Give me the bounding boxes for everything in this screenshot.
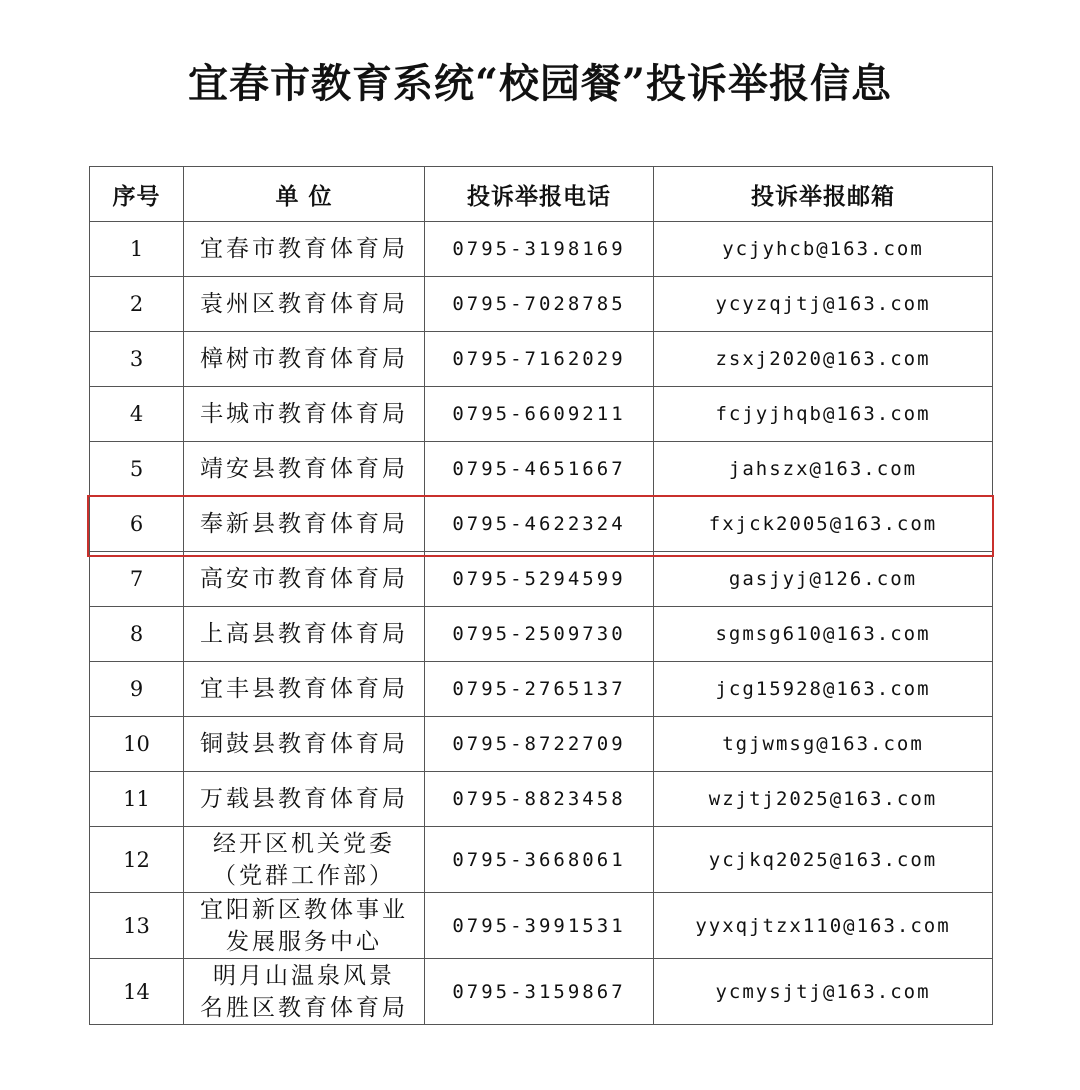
row-email[interactable]: ycjkq2025@163.com xyxy=(654,827,993,893)
row-phone: 0795-6609211 xyxy=(425,387,654,442)
header-unit: 单 位 xyxy=(184,167,425,222)
table-row xyxy=(90,552,993,607)
row-index: 10 xyxy=(90,717,184,772)
row-unit xyxy=(184,607,425,662)
unit-line: 铜鼓县教育体育局 xyxy=(200,731,408,757)
table-row xyxy=(90,497,993,552)
row-email[interactable]: ycjyhcb@163.com xyxy=(654,222,993,277)
row-index: 9 xyxy=(90,662,184,717)
table-row xyxy=(90,827,993,893)
unit-line: 经开区机关党委 xyxy=(213,830,395,857)
table-row xyxy=(90,222,993,277)
row-email[interactable]: ycmysjtj@163.com xyxy=(654,959,993,1025)
row-unit xyxy=(184,552,425,607)
row-email[interactable]: jahszx@163.com xyxy=(654,442,993,497)
row-unit xyxy=(184,277,425,332)
unit-line: 明月山温泉风景 xyxy=(213,962,395,989)
table-row xyxy=(90,959,993,1025)
table-row xyxy=(90,717,993,772)
complaint-contact-table xyxy=(89,166,993,1025)
row-email[interactable]: fxjck2005@163.com xyxy=(654,497,993,552)
row-phone: 0795-3991531 xyxy=(425,893,654,959)
row-phone: 0795-5294599 xyxy=(425,552,654,607)
row-phone: 0795-3668061 xyxy=(425,827,654,893)
unit-line: 宜阳新区教体事业 xyxy=(200,896,408,923)
row-unit xyxy=(184,717,425,772)
header-phone: 投诉举报电话 xyxy=(425,167,654,222)
row-unit xyxy=(184,387,425,442)
unit-line: 樟树市教育体育局 xyxy=(200,346,408,372)
header-email: 投诉举报邮箱 xyxy=(654,167,993,222)
row-phone: 0795-2765137 xyxy=(425,662,654,717)
row-email[interactable]: fcjyjhqb@163.com xyxy=(654,387,993,442)
row-index: 13 xyxy=(90,893,184,959)
table-body xyxy=(90,222,993,1025)
row-index: 4 xyxy=(90,387,184,442)
unit-line: 宜春市教育体育局 xyxy=(200,236,408,262)
row-unit xyxy=(184,893,425,959)
unit-line: 奉新县教育体育局 xyxy=(200,511,408,537)
row-phone: 0795-8823458 xyxy=(425,772,654,827)
table-row xyxy=(90,387,993,442)
row-unit xyxy=(184,827,425,893)
row-index: 1 xyxy=(90,222,184,277)
unit-line: 丰城市教育体育局 xyxy=(200,401,408,427)
unit-line: 宜丰县教育体育局 xyxy=(200,676,408,702)
row-index: 3 xyxy=(90,332,184,387)
row-index: 8 xyxy=(90,607,184,662)
unit-line: 高安市教育体育局 xyxy=(200,566,408,592)
row-unit xyxy=(184,332,425,387)
row-email[interactable]: gasjyj@126.com xyxy=(654,552,993,607)
row-unit xyxy=(184,662,425,717)
row-unit xyxy=(184,222,425,277)
row-email[interactable]: zsxj2020@163.com xyxy=(654,332,993,387)
row-unit xyxy=(184,959,425,1025)
row-email[interactable]: tgjwmsg@163.com xyxy=(654,717,993,772)
table-row xyxy=(90,662,993,717)
row-index: 7 xyxy=(90,552,184,607)
unit-line: 万载县教育体育局 xyxy=(200,786,408,812)
row-unit xyxy=(184,772,425,827)
unit-line: 名胜区教育体育局 xyxy=(200,994,408,1021)
unit-line: 上高县教育体育局 xyxy=(200,621,408,647)
page-title: 宜春市教育系统“校园餐”投诉举报信息 xyxy=(187,60,892,107)
table-row xyxy=(90,332,993,387)
unit-line: 发展服务中心 xyxy=(226,928,382,955)
unit-line: 袁州区教育体育局 xyxy=(200,291,408,317)
table-row xyxy=(90,442,993,497)
row-index: 5 xyxy=(90,442,184,497)
row-phone: 0795-8722709 xyxy=(425,717,654,772)
row-email[interactable]: jcg15928@163.com xyxy=(654,662,993,717)
row-unit xyxy=(184,497,425,552)
unit-line: 靖安县教育体育局 xyxy=(200,456,408,482)
row-index: 6 xyxy=(90,497,184,552)
header-index: 序号 xyxy=(90,167,184,222)
row-phone: 0795-7162029 xyxy=(425,332,654,387)
row-index: 12 xyxy=(90,827,184,893)
row-phone: 0795-4651667 xyxy=(425,442,654,497)
row-phone: 0795-7028785 xyxy=(425,277,654,332)
unit-line: （党群工作部） xyxy=(213,862,395,889)
table-row xyxy=(90,607,993,662)
row-email[interactable]: ycyzqjtj@163.com xyxy=(654,277,993,332)
row-index: 14 xyxy=(90,959,184,1025)
table-row xyxy=(90,772,993,827)
row-email[interactable]: wzjtj2025@163.com xyxy=(654,772,993,827)
row-phone: 0795-4622324 xyxy=(425,497,654,552)
row-index: 2 xyxy=(90,277,184,332)
row-email[interactable]: sgmsg610@163.com xyxy=(654,607,993,662)
table-row xyxy=(90,893,993,959)
table-header-row xyxy=(90,167,993,222)
table-row xyxy=(90,277,993,332)
row-index: 11 xyxy=(90,772,184,827)
row-phone: 0795-3198169 xyxy=(425,222,654,277)
row-phone: 0795-2509730 xyxy=(425,607,654,662)
row-email[interactable]: yyxqjtzx110@163.com xyxy=(654,893,993,959)
row-unit xyxy=(184,442,425,497)
row-phone: 0795-3159867 xyxy=(425,959,654,1025)
